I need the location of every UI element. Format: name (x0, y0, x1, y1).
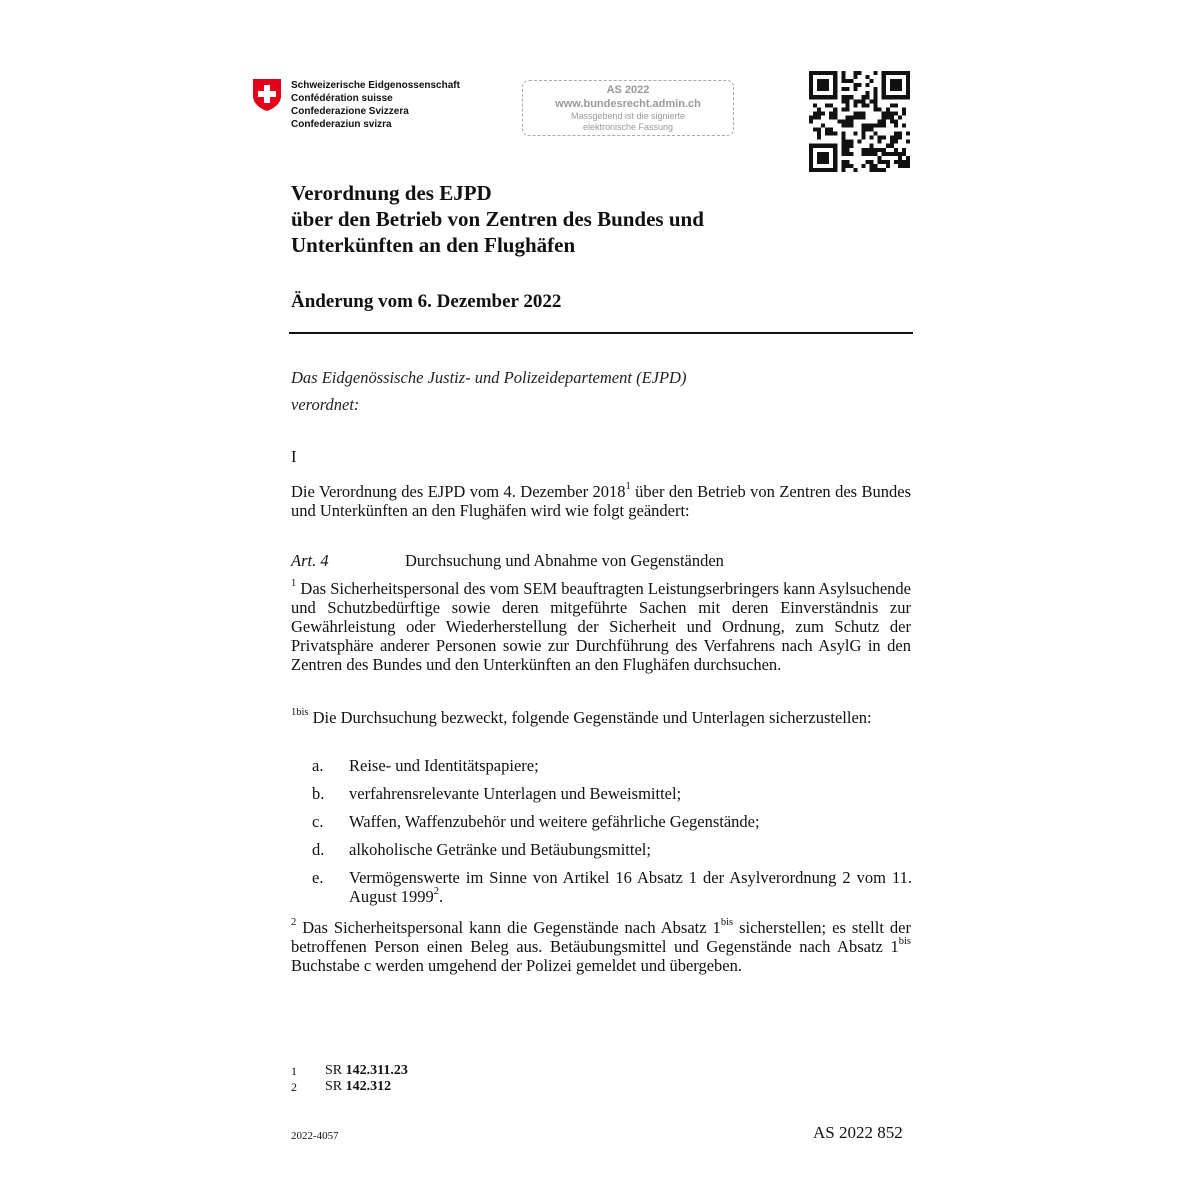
paragraph-2-number: 2 (291, 916, 297, 928)
footnote-ref-1[interactable]: 1 (625, 480, 631, 492)
footnote-sr-link[interactable]: 142.311.23 (345, 1063, 408, 1078)
confederation-names (291, 79, 460, 131)
paragraph-2 (291, 918, 911, 975)
list-item (312, 756, 912, 775)
document-number: 2022-4057 (291, 1130, 339, 1142)
document-title (291, 180, 704, 258)
stamp-line3: Massgebend ist die signierte (570, 111, 686, 121)
confederation-fr: Confédération suisse (291, 93, 393, 104)
title-line2: über den Betrieb von Zentren des Bundes und (291, 207, 704, 231)
list-item (312, 840, 912, 859)
list-item-label: c. (312, 812, 324, 831)
footnote-ref-2[interactable]: 2 (433, 885, 440, 897)
article-number: Art. 4 (291, 551, 329, 570)
paragraph-1bis-number: 1bis (291, 706, 309, 718)
list-item-label: d. (312, 840, 325, 859)
footnote-number: 1 (291, 1064, 297, 1078)
footnote-number: 2 (291, 1080, 297, 1094)
article-title: Durchsuchung und Abnahme von Gegenständen (405, 551, 724, 570)
list-item-text: verfahrensrelevante Unterlagen und Beweismittel; (349, 784, 682, 803)
article-heading (291, 551, 724, 571)
list-item (312, 784, 912, 803)
list-item (312, 812, 912, 831)
section-number: I (291, 447, 297, 466)
title-divider (289, 332, 913, 334)
intro-before: Die Verordnung des EJPD vom 4. Dezember 2018 (291, 482, 626, 501)
confederation-it: Confederazione Svizzera (291, 106, 409, 117)
confederation-rm: Confederaziun svizra (291, 119, 392, 130)
stamp-line1: AS 2022 (606, 84, 650, 96)
paragraph-2-sup-bis: bis (720, 916, 734, 928)
preamble-line1: Das Eidgenössische Justiz- und Polizeidepartement (EJPD) (291, 368, 687, 387)
amendment-date: Änderung vom 6. Dezember 2022 (291, 291, 562, 312)
item-list (312, 756, 912, 915)
list-item-text: Vermögenswerte im Sinne von Artikel 16 Absatz 1 der Asylverordnung 2 vom 11. August 1999 (349, 868, 912, 906)
intro-paragraph (291, 482, 911, 520)
footnote (291, 1063, 408, 1079)
list-item-end: . (439, 887, 444, 906)
stamp-line2: www.bundesrecht.admin.ch (555, 98, 701, 110)
qr-code-icon (809, 71, 910, 172)
footnotes (291, 1063, 408, 1095)
paragraph-2-text-c: Buchstabe c werden umgehend der Polizei gemeldet und übergeben. (291, 956, 743, 975)
paragraph-2-text-a: Das Sicherheitspersonal kann die Gegenstände nach Absatz 1 (296, 918, 721, 937)
footnote (291, 1079, 408, 1095)
footnote-prefix: SR (325, 1063, 346, 1078)
stamp-line4: elektronische Fassung (582, 122, 674, 132)
intro-after: über den Betrieb von Zentren des Bundes und Unterkünften an den Flughäfen wird wie folgt geändert: (291, 482, 911, 520)
list-item (312, 868, 912, 906)
preamble (291, 364, 686, 418)
paragraph-1-number: 1 (291, 577, 297, 589)
official-collection-ref: AS 2022 852 (813, 1123, 903, 1142)
footnote-prefix: SR (325, 1079, 346, 1094)
title-line3: Unterkünften an den Flughäfen (291, 233, 576, 257)
list-item-text: alkoholische Getränke und Betäubungsmittel; (349, 840, 651, 859)
list-item-label: e. (312, 868, 324, 887)
official-stamp (522, 80, 734, 136)
paragraph-2-text-b: sicherstellen; es stellt der betroffenen Person einen Beleg aus. Betäubungsmittel und Gegenstände nach Absatz 1 (291, 918, 911, 956)
list-item-label: a. (312, 756, 324, 775)
paragraph-1-text: Das Sicherheitspersonal des vom SEM beauftragten Leistungserbringers kann Asylsuchende und Schutzbedürftige sowie deren mitgeführte Sachen mit deren Einverständnis zur Gewährleistung oder Wiederherstellung der Sicherheit und Ordnung, zum Schutz der Privatsphäre anderer Personen sowie zur Durchführung des Verfahrens nach AsylG in den Zentren des Bundes und den Unterkünften an den Flughäfen durchsuchen. (291, 579, 911, 674)
paragraph-2-sup-bis: bis (898, 935, 911, 947)
list-item-label: b. (312, 784, 325, 803)
confederation-de: Schweizerische Eidgenossenschaft (291, 80, 460, 91)
paragraph-1bis-text: Die Durchsuchung bezweckt, folgende Gegenstände und Unterlagen sicherzustellen: (308, 708, 872, 727)
list-item-text: Waffen, Waffenzubehör und weitere gefährliche Gegenstände; (349, 812, 760, 831)
paragraph-1bis (291, 708, 911, 727)
swiss-cross-shield-icon (251, 78, 283, 112)
footnote-sr-link[interactable]: 142.312 (345, 1079, 392, 1094)
list-item-text: Reise- und Identitätspapiere; (349, 756, 539, 775)
paragraph-1 (291, 579, 911, 674)
title-line1: Verordnung des EJPD (291, 181, 492, 205)
preamble-line2: verordnet: (291, 395, 360, 414)
